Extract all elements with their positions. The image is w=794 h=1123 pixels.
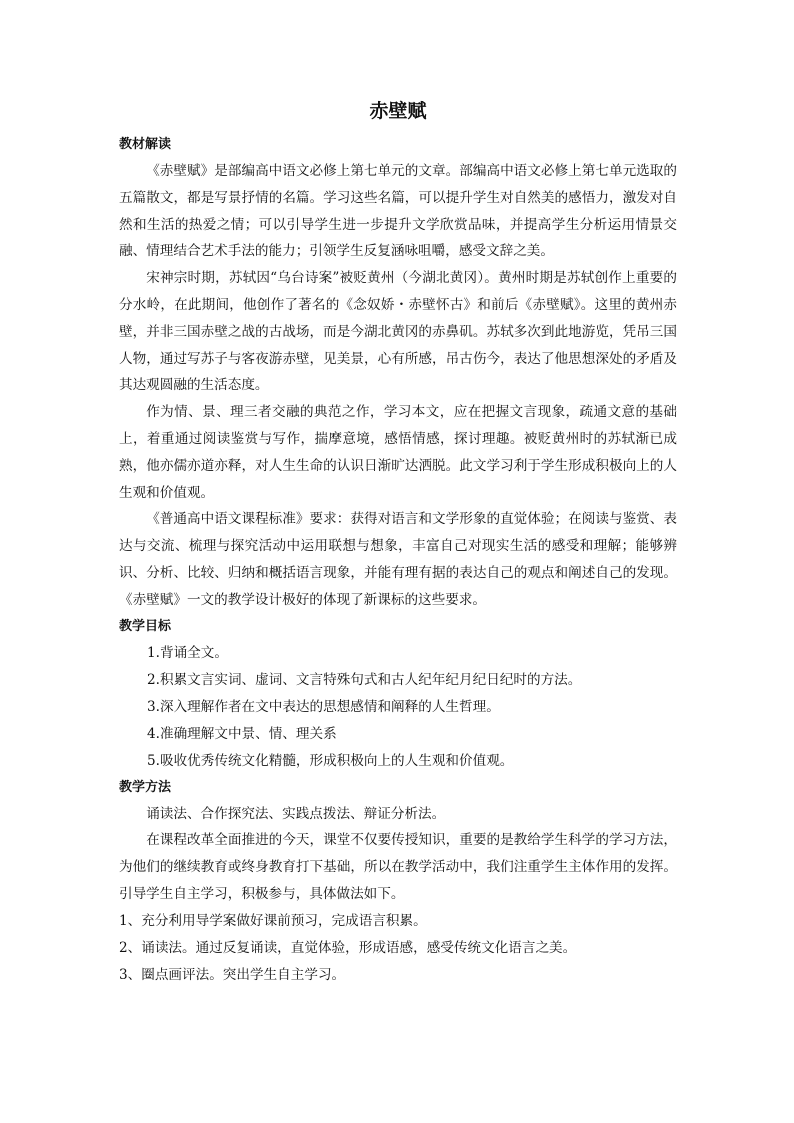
materials-paragraph-2: 宋神宗时期，苏轼因“乌台诗案”被贬黄州（今湖北黄冈）。黄州时期是苏轼创作上重要的分水岭，在此期间，他创作了著名的《念奴娇・赤壁怀古》和前后《赤壁赋》。这里的黄州赤壁，并非三国赤壁之战的古战场，而是今湖北黄冈的赤鼻矶。苏轼多次到此地游览，凭吊三国人物，通过写苏子与客夜游赤壁，见美景，心有所感，吊古伤今，表达了他思想深处的矛盾及其达观圆融的生活态度。 xyxy=(119,270,677,394)
method-step-1: 1、充分利用导学案做好课前预习，完成语言积累。 xyxy=(119,912,427,929)
materials-paragraph-1: 《赤壁赋》是部编高中语文必修上第七单元的文章。部编高中语文必修上第七单元选取的五篇散文，都是写景抒情的名篇。学习这些名篇，可以提升学生对自然美的感悟力，激发对自然和生活的热爱之情；可以引导学生进一步提升文学欣赏品味，并提高学生分析运用情景交融、情理结合艺术手法的能力；引领学生反复涵咏咀嚼，感受文辞之美。 xyxy=(119,163,677,260)
goal-item-3: 3.深入理解作者在文中表达的思想感情和阐释的人生哲理。 xyxy=(147,698,500,715)
goal-item-5: 5.吸收优秀传统文化精髓，形成积极向上的人生观和价值观。 xyxy=(147,752,514,769)
methods-paragraph-1: 诵读法、合作探究法、实践点拨法、辩证分析法。 xyxy=(146,805,446,822)
goal-item-4: 4.准确理解文中景、情、理关系 xyxy=(147,725,337,742)
goal-item-1: 1.背诵全文。 xyxy=(147,644,228,661)
goal-item-2: 2.积累文言实词、虚词、文言特殊句式和古人纪年纪月纪日纪时的方法。 xyxy=(147,671,582,688)
document-page xyxy=(119,96,677,989)
section-heading-methods: 教学方法 xyxy=(119,779,172,795)
method-step-3: 3、圈点画评法。突出学生自主学习。 xyxy=(119,966,346,983)
method-step-2: 2、诵读法。通过反复诵读，直觉体验，形成语感，感受传统文化语言之美。 xyxy=(119,939,577,956)
materials-paragraph-3: 作为情、景、理三者交融的典范之作，学习本文，应在把握文言现象，疏通文意的基础上，着重通过阅读鉴赏与写作，揣摩意境，感悟情感，探讨理趣。被贬黄州时的苏轼渐已成熟，他亦儒亦道亦释，对人生生命的认识日渐旷达洒脱。此文学习利于学生形成积极向上的人生观和价值观。 xyxy=(119,404,677,501)
document-title: 赤壁赋 xyxy=(369,100,427,122)
section-heading-materials: 教材解读 xyxy=(119,137,172,152)
materials-paragraph-4: 《普通高中语文课程标准》要求：获得对语言和文学形象的直觉体验；在阅读与鉴赏、表达与交流、梳理与探究活动中运用联想与想象，丰富自己对现实生活的感受和理解；能够辨识、分析、比较、归纳和概括语言现象，并能有理有据的表达自己的观点和阐述自己的发现。《赤壁赋》一文的教学设计极好的体现了新课标的这些要求。 xyxy=(119,511,677,608)
methods-paragraph-2: 在课程改革全面推进的今天，课堂不仅要传授知识，重要的是教给学生科学的学习方法，为他们的继续教育或终身教育打下基础，所以在教学活动中，我们注重学生主体作用的发挥。引导学生自主学习，积极参与，具体做法如下。 xyxy=(119,832,677,902)
section-heading-goals: 教学目标 xyxy=(119,618,172,634)
